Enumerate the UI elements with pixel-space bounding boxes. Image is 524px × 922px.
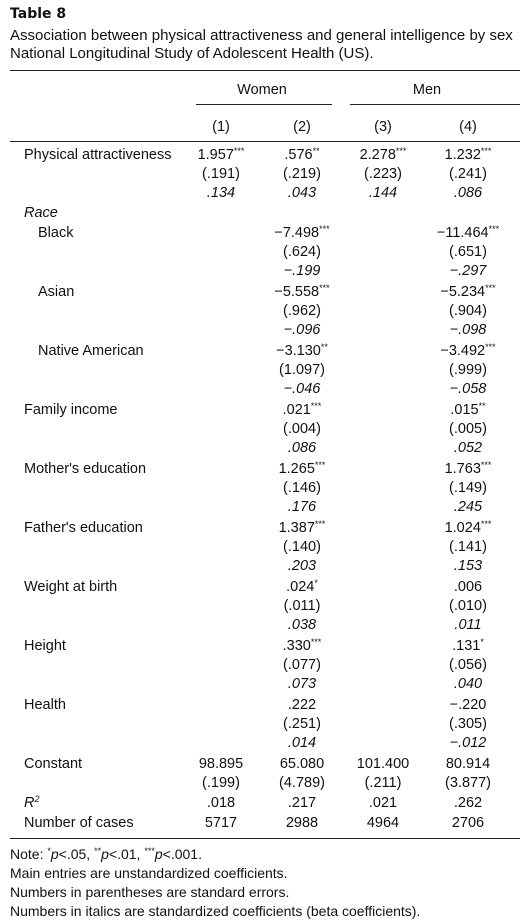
beta-cell: .134: [206, 185, 236, 201]
coefficient-cell: 2.278***: [359, 146, 407, 163]
men-subrule: [350, 104, 520, 105]
coefficient-cell: 1.387***: [278, 519, 326, 536]
std-error-cell: (.141): [449, 539, 487, 555]
top-rule: [10, 70, 520, 71]
cases-value: 5717: [204, 815, 238, 831]
coefficient-cell: 1.232***: [444, 146, 492, 163]
coefficient-cell: 1.265***: [278, 460, 326, 477]
constant-value: 80.914: [445, 756, 491, 772]
row-label: Father's education: [24, 520, 143, 536]
std-error-cell: (.904): [449, 303, 487, 319]
r-squared-value: .021: [368, 795, 398, 811]
std-error-cell: (.241): [449, 166, 487, 182]
beta-cell: .153: [453, 558, 483, 574]
cases-label: Number of cases: [24, 815, 134, 831]
note-line: Numbers in parentheses are standard errors.: [10, 884, 290, 900]
beta-cell: .144: [368, 185, 398, 201]
coefficient-cell: −7.498***: [274, 224, 330, 241]
std-error-cell: (.056): [449, 657, 487, 673]
constant-label: Constant: [24, 756, 83, 772]
row-label: Height: [24, 638, 66, 654]
row-label: Family income: [24, 402, 118, 418]
r-squared-label: $R^2$: [24, 794, 40, 811]
std-error-cell: (.140): [283, 539, 321, 555]
beta-cell: .176: [287, 499, 317, 515]
column-header-3: (3): [374, 119, 392, 135]
coefficient-cell: −5.234***: [440, 283, 496, 300]
std-error-cell: (.219): [283, 166, 321, 182]
cases-value: 2988: [285, 815, 319, 831]
race-group-label: Race: [24, 205, 58, 221]
std-error-cell: (.011): [283, 598, 321, 614]
coefficient-cell: .576**: [284, 146, 320, 163]
beta-cell: .014: [287, 735, 317, 751]
constant-value: 65.080: [279, 756, 325, 772]
coefficient-cell: .024*: [286, 578, 318, 595]
std-error-cell: (.004): [283, 421, 321, 437]
row-label: Native American: [38, 343, 144, 359]
note-line: Main entries are unstandardized coefficients.: [10, 865, 288, 881]
beta-cell: .245: [453, 499, 483, 515]
row-label: Weight at birth: [24, 579, 118, 595]
beta-cell: −.046: [283, 381, 321, 397]
row-label: Physical attractiveness: [24, 147, 172, 163]
r-squared-value: .217: [287, 795, 317, 811]
coefficient-cell: 1.024***: [444, 519, 492, 536]
cases-value: 2706: [451, 815, 485, 831]
std-error-cell: (.624): [283, 244, 321, 260]
constant-std-error: (4.789): [279, 775, 325, 791]
std-error-cell: (.251): [283, 716, 321, 732]
beta-cell: −.096: [283, 322, 321, 338]
r-squared-value: .018: [206, 795, 236, 811]
note-line: Numbers in italics are standardized coefficients (beta coefficients).: [10, 903, 421, 919]
std-error-cell: (.305): [449, 716, 487, 732]
coefficient-cell: −11.464***: [436, 224, 500, 241]
coefficient-cell: .015**: [450, 401, 486, 418]
beta-cell: .052: [453, 440, 483, 456]
std-error-cell: (.146): [283, 480, 321, 496]
row-label: Mother's education: [24, 461, 147, 477]
std-error-cell: (.005): [449, 421, 487, 437]
column-header-4: (4): [459, 119, 477, 135]
constant-std-error: (3.877): [445, 775, 491, 791]
coefficient-cell: .021***: [282, 401, 322, 418]
std-error-cell: (1.097): [279, 362, 325, 378]
column-header-1: (1): [212, 119, 230, 135]
coefficient-cell: .330***: [282, 637, 322, 654]
std-error-cell: (.999): [449, 362, 487, 378]
women-subrule: [196, 104, 332, 105]
table-label: Table 8: [10, 6, 67, 22]
header-rule: [10, 141, 520, 142]
constant-value: 98.895: [198, 756, 244, 772]
beta-cell: .038: [287, 617, 317, 633]
beta-cell: .073: [287, 676, 317, 692]
cases-value: 4964: [366, 815, 400, 831]
beta-cell: −.012: [449, 735, 487, 751]
bottom-rule: [10, 838, 520, 839]
coefficient-cell: −3.130**: [276, 342, 328, 359]
beta-cell: .203: [287, 558, 317, 574]
std-error-cell: (.962): [283, 303, 321, 319]
beta-cell: −.098: [449, 322, 487, 338]
group-header-women: Women: [237, 82, 287, 98]
beta-cell: .086: [287, 440, 317, 456]
beta-cell: .086: [453, 185, 483, 201]
row-label: Black: [38, 225, 74, 241]
coefficient-cell: .222: [287, 697, 317, 713]
column-header-2: (2): [293, 119, 311, 135]
r-squared-value: .262: [453, 795, 483, 811]
beta-cell: −.058: [449, 381, 487, 397]
beta-cell: .043: [287, 185, 317, 201]
std-error-cell: (.651): [449, 244, 487, 260]
coefficient-cell: −3.492***: [440, 342, 496, 359]
beta-cell: −.297: [449, 263, 487, 279]
beta-cell: −.199: [283, 263, 321, 279]
coefficient-cell: 1.763***: [444, 460, 492, 477]
coefficient-cell: .006: [453, 579, 483, 595]
std-error-cell: (.077): [283, 657, 321, 673]
coefficient-cell: −.220: [449, 697, 487, 713]
constant-std-error: (.211): [364, 775, 402, 791]
significance-note: Note: *p<.05, **p<.01, ***p<.001.: [10, 846, 202, 862]
constant-value: 101.400: [356, 756, 410, 772]
coefficient-cell: −5.558***: [274, 283, 330, 300]
beta-cell: .040: [453, 676, 483, 692]
coefficient-cell: .131*: [452, 637, 484, 654]
row-label: Health: [24, 697, 66, 713]
std-error-cell: (.149): [449, 480, 487, 496]
coefficient-cell: 1.957***: [197, 146, 245, 163]
std-error-cell: (.223): [364, 166, 402, 182]
row-label: Asian: [38, 284, 75, 300]
table-caption: Association between physical attractiveness and general intelligence by sex National Longitudinal Study of Adolescent Health (US).: [10, 27, 513, 62]
group-header-men: Men: [412, 82, 442, 98]
std-error-cell: (.191): [202, 166, 240, 182]
constant-std-error: (.199): [202, 775, 240, 791]
std-error-cell: (.010): [449, 598, 487, 614]
beta-cell: .011: [454, 617, 482, 633]
